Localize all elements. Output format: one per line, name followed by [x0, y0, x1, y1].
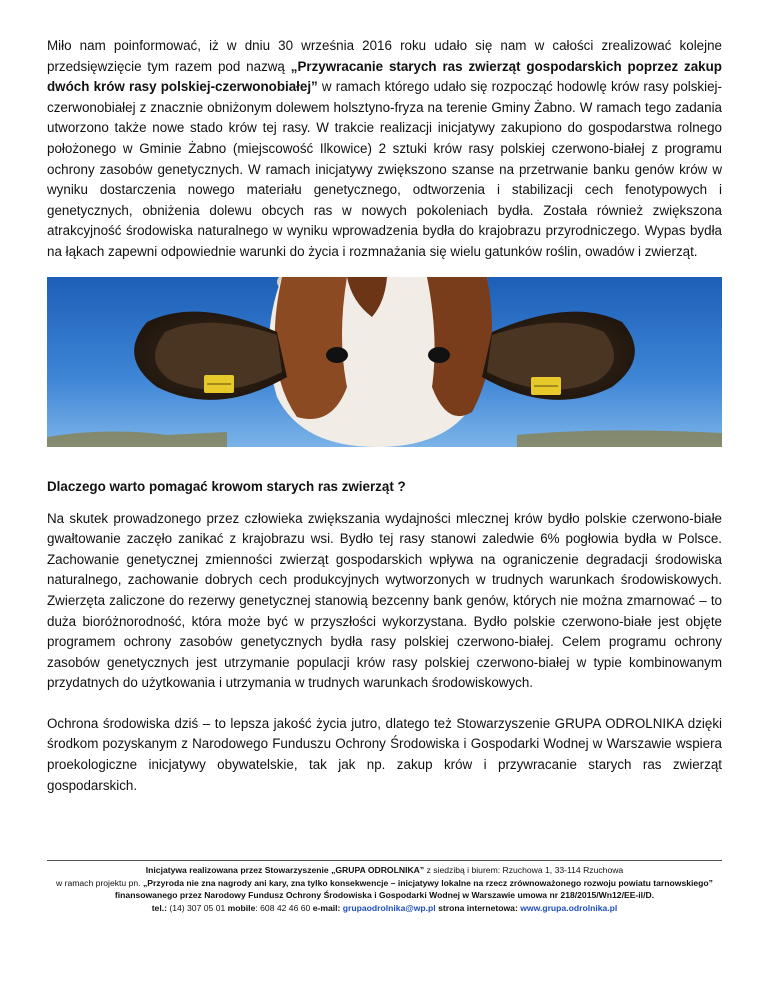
footer-line-2: [47, 877, 722, 902]
intro-text-end: w ramach którego udało się rozpocząć hodowlę krów rasy polskiej-czerwonobiałej z znacznie obniżonym dolewem holsztyno-fryza na terenie Gminy Żabno. W ramach tego zadania utworzono także nowe stado krów tej rasy. W trakcie realizacji inicjatywy zakupiono do gospodarstwa rolnego położonego w Gminie Żabno (miejscowość Ilkowice) 2 sztuki krów rasy polskiej czerwono-białej z programu ochrony zasobów genetycznych. W ramach inicjatywy zwiększono szanse na przetrwanie banku genów krów w wyniku dostarczenia nowego materiału genetycznego, odtworzenia i stabilizacji cech fenotypowych i genetycznych, obniżenia dolewu obcych ras w nowych pokoleniach bydła. Została również zwiększona atrakcyjność środowiska naturalnego w wyniku wprowadzenia bydła do krajobrazu przyrodniczego. Wypas bydła na łąkach zapewni odpowiednie warunki do życia i rozmnażania się wielu gatunków roślin, owadów i zwierząt.: [47, 79, 722, 259]
footer-tel: (14) 307 05 01: [166, 902, 228, 913]
footer-mobile: : 608 42 46 60: [255, 902, 313, 913]
footer-line-1: [47, 864, 722, 877]
footer-email-link[interactable]: grupaodrolnika@wp.pl: [342, 902, 436, 913]
document-page: [47, 36, 722, 796]
body-paragraph-3: Ochrona środowiska dziś – to lepsza jakość życia jutro, dlatego też Stowarzyszenie GRUPA ODROLNIKA dzięki środkom pozyskanym z Narodowego Funduszu Ochrony Środowiska i Gospodarki Wodnej w Warszawie wspiera proekologiczne inicjatywy obywatelskie, tak jak np. zakup krów i przywracanie starych ras zwierząt gospodarskich.: [47, 715, 722, 793]
footer-tel-label: tel.:: [151, 902, 167, 913]
intro-project-name: „Przywracanie starych ras zwierząt gospodarskich poprzez zakup dwóch krów rasy polskiej-czerwonobiałej”: [47, 58, 722, 95]
footer-website-link[interactable]: www.grupa.odrolnika.pl: [520, 902, 618, 913]
intro-paragraph: [47, 36, 722, 263]
intro-text-start: Miło nam poinformować, iż w dniu 30 września 2016 roku udało się nam w całości zrealizować kolejne przedsięwzięcie tym razem pod nazwą: [47, 38, 722, 74]
footer-address: z siedzibą i biurem: Rzuchowa 1, 33-114 Rzuchowa: [424, 865, 624, 875]
footer-contact-line: [47, 902, 722, 915]
footer-email-label: e-mail:: [312, 902, 341, 913]
footer-mobile-label: mobile: [227, 902, 256, 913]
page-footer: [47, 860, 722, 914]
cow-photo: [47, 277, 722, 447]
body-paragraph-2: Na skutek prowadzonego przez człowieka zwiększania wydajności mlecznej krów bydło polskie czerwono-białe gwałtowanie zaczęło zanikać z krajobrazu wsi. Bydło tej rasy stanowi zaledwie 6% pogłowia bydła w Polsce. Zachowanie genetycznej zmienności zwierząt gospodarskich wpływa na ograniczenie degradacji środowiska naturalnego, zachowanie dobrych cech produkcyjnych wytworzonych w trudnych warunkach środowiskowych. Zwierzęta zaliczone do rezerwy genetycznej stanowią bezcenny bank genów, których nie można zmarnować – to duża bioróżnorodność, która może być w przyszłości wykorzystana. Bydło polskie czerwono-białe jest objęte programem ochrony zasobów genetycznych bydła rasy polskiej czerwono-białej. Celem programu ochrony zasobów genetycznych jest utrzymanie populacji krów rasy polskiej czerwono-białej w typie kombinowanym przydatnych do użytkowania i utrzymania w trudnych warunkach środowiskowych.: [47, 510, 722, 691]
section-heading: Dlaczego warto pomagać krowom starych ras zwierząt ?: [47, 478, 406, 494]
footer-project-prefix: w ramach projektu pn.: [56, 877, 143, 888]
footer-project-name: „Przyroda nie zna nagrody ani kary, zna tylko konsekwencje – inicjatywy lokalne na rzecz zrównoważonego rozwoju powiatu tarnowskiego” finansowanego przez Narodowy Fundusz Ochrony Środowiska i Gospodarki Wodnej w Warszawie umowa nr 218/2015/Wn12/EE-il/D.: [114, 877, 713, 901]
footer-web-label: strona internetowa:: [438, 902, 518, 913]
footer-organization: Inicjatywa realizowana przez Stowarzyszenie „GRUPA ODROLNIKA”: [145, 865, 425, 875]
